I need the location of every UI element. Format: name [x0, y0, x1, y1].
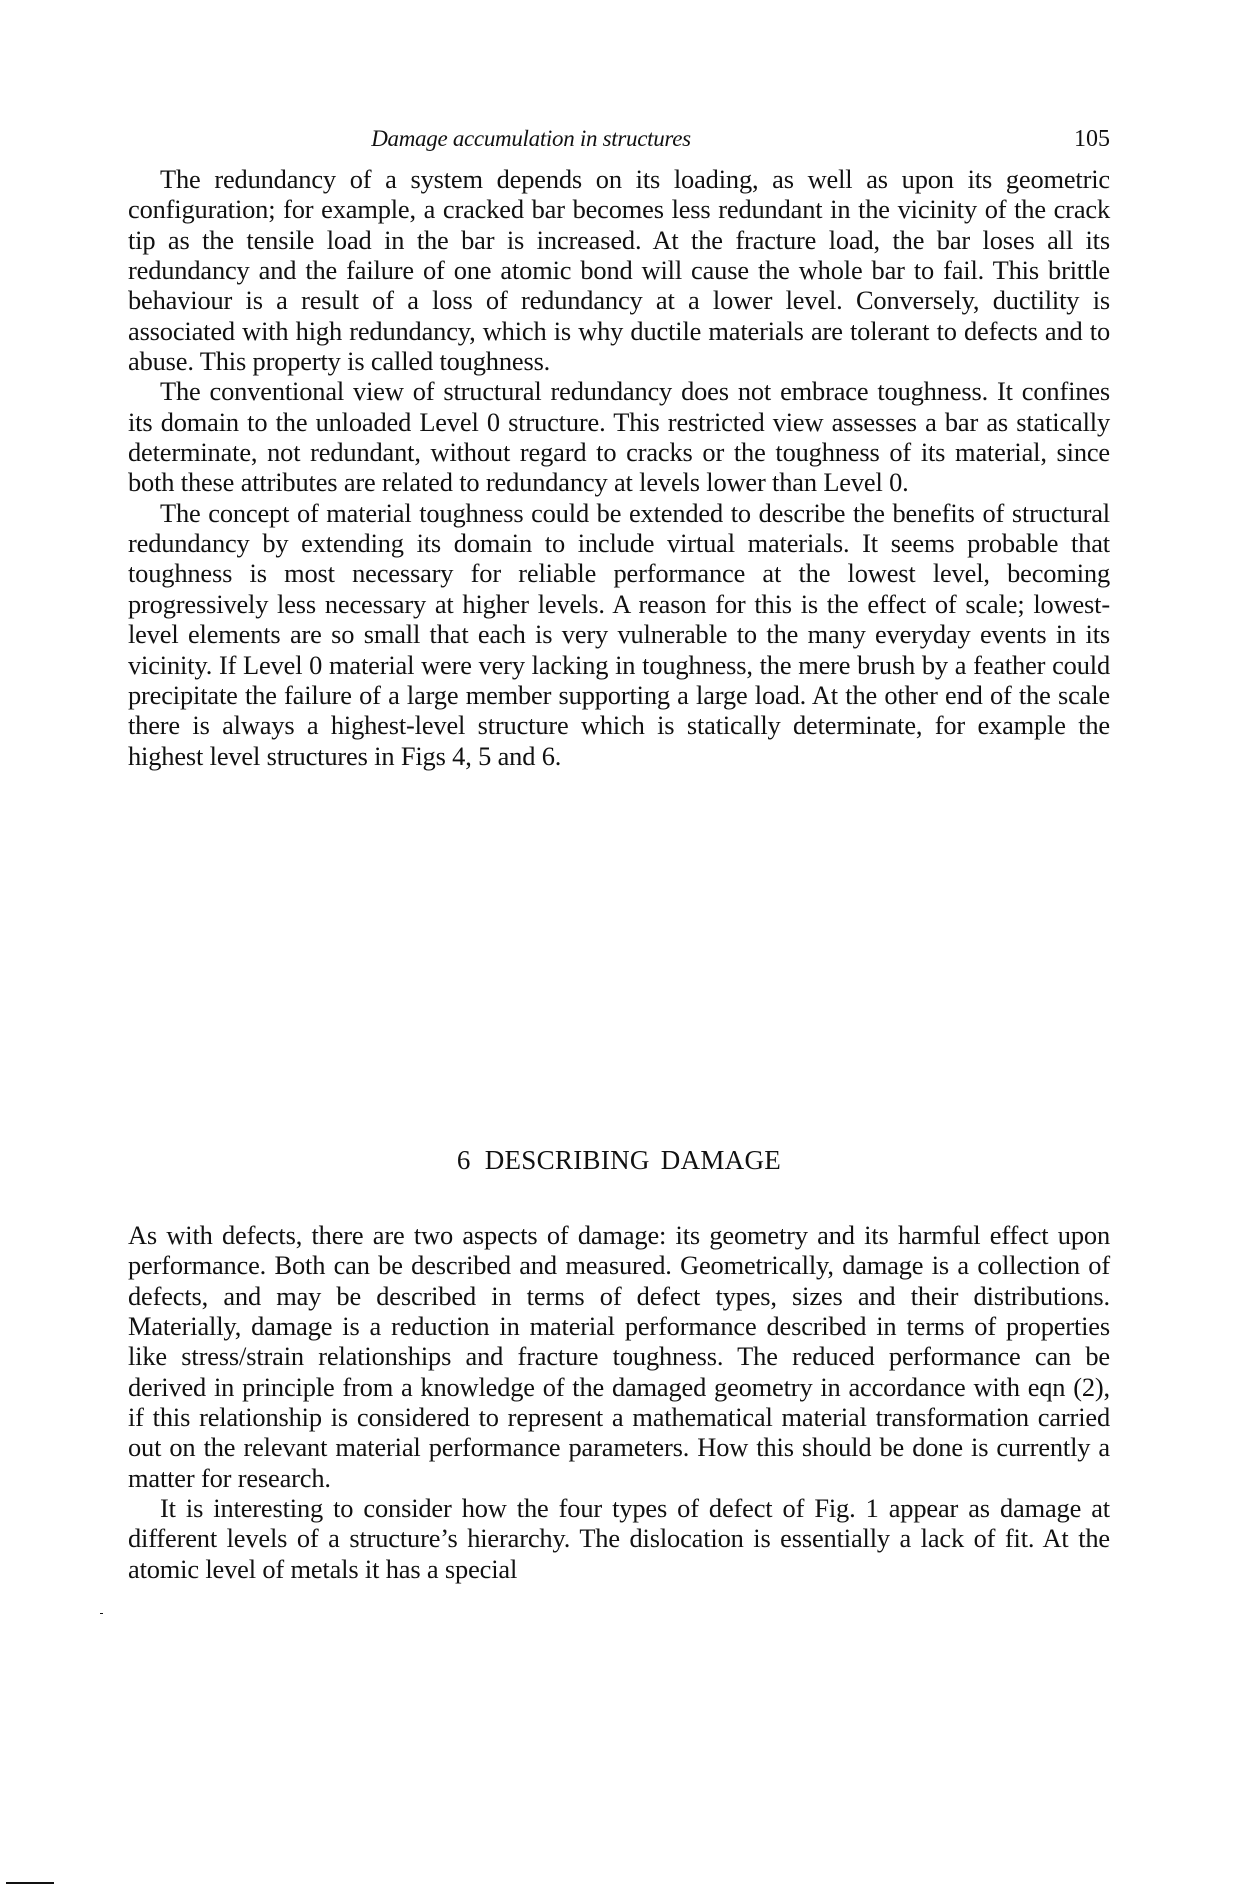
- paragraph-conventional-view: The conventional view of structural redundancy does not embrace toughness. It confines its domain to the unloaded Level 0 structure. This restricted view assesses a bar as statically determinate, not redundant, without regard to cracks or the toughness of its material, since both these attributes are related to redundancy at levels lower than Level 0.: [128, 376, 1110, 498]
- scan-artifact-mark: [100, 1613, 103, 1614]
- page-number: 105: [1074, 126, 1110, 152]
- section-heading: [128, 1142, 1110, 1178]
- running-title: Damage accumulation in structures: [371, 126, 691, 151]
- paragraph-material-toughness: The concept of material toughness could be extended to describe the benefits of structural redundancy by extending its domain to include virtual materials. It seems probable that toughness is most necessary for reliable performance at the lowest level, becoming progressively less necessary at higher levels. A reason for this is the effect of scale; lowest-level elements are so small that each is very vulnerable to the many everyday events in its vicinity. If Level 0 material were very lacking in toughness, the mere brush by a feather could precipitate the failure of a large member supporting a large load. At the other end of the scale there is always a highest-level structure which is statically determinate, for example the highest level structures in Figs 4, 5 and 6.: [128, 497, 1110, 771]
- page-edge-mark: [6, 1882, 54, 1884]
- section-number: 6: [456, 1145, 471, 1175]
- paragraph-redundancy-loading: The redundancy of a system depends on its loading, as well as upon its geometric configuration; for example, a cracked bar becomes less redundant in the vicinity of the crack tip as the tensile load in the bar is increased. At the fracture load, the bar loses all its redundancy and the failure of one atomic bond will cause the whole bar to fail. This brittle behaviour is a result of a loss of redundancy at a lower level. Conversely, ductility is associated with high redundancy, which is why ductile materials are tolerant to defects and to abuse. This property is called toughness.: [128, 164, 1110, 377]
- section-title: DESCRIBING DAMAGE: [484, 1145, 782, 1175]
- body-text-lower: [128, 1220, 1110, 1584]
- paragraph-aspects-of-damage: As with defects, there are two aspects of damage: its geometry and its harmful effect upon performance. Both can be described and measured. Geometrically, damage is a collection of defects, and may be described in terms of defect types, sizes and their distributions. Materially, damage is a reduction in material performance described in terms of properties like stress/strain relationships and fracture toughness. The reduced performance can be derived in principle from a knowledge of the damaged geometry in accordance with eqn (2), if this relationship is considered to represent a mathematical material transformation carried out on the relevant material performance parameters. How this should be done is currently a matter for research.: [128, 1220, 1110, 1493]
- paragraph-four-defect-types: It is interesting to consider how the four types of defect of Fig. 1 appear as damage at different levels of a structure’s hierarchy. The dislocation is essentially a lack of fit. At the atomic level of metals it has a special: [128, 1493, 1110, 1584]
- body-text-upper: [128, 164, 1110, 771]
- running-header: [128, 124, 1110, 154]
